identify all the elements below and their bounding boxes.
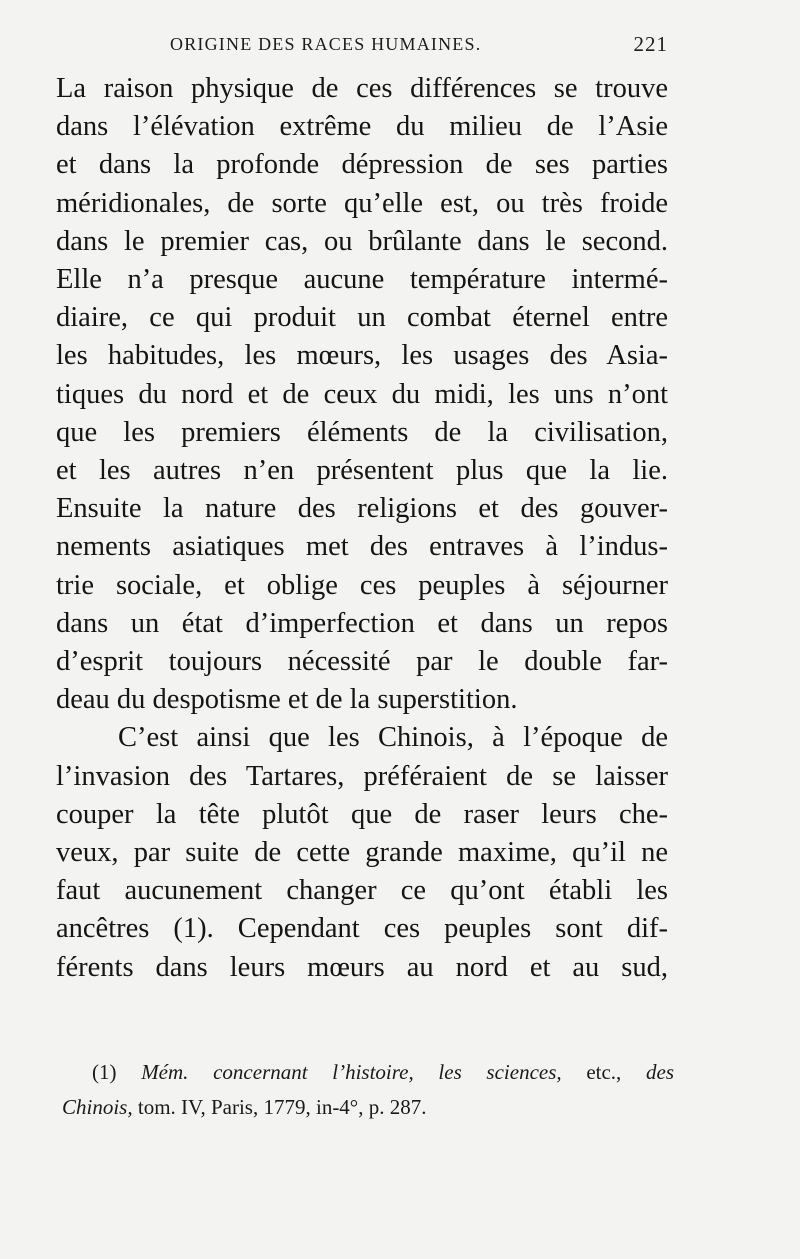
- running-head: [58, 30, 668, 60]
- text-line: d’esprit toujours nécessité par le double far-: [56, 646, 668, 678]
- text-line: couper la tête plutôt que de raser leurs che-: [56, 798, 668, 830]
- text-line: et dans la profonde dépression de ses parties: [56, 149, 668, 181]
- text-line: tiques du nord et de ceux du midi, les uns n’ont: [56, 378, 668, 410]
- text-line: dans un état d’imperfection et dans un repos: [56, 607, 668, 639]
- footnote-line: [62, 1090, 674, 1125]
- text-line: La raison physique de ces différences se trouve: [56, 73, 668, 104]
- text-line: dans l’élévation extrême du milieu de l’Asie: [56, 111, 668, 143]
- page-number: 221: [633, 32, 668, 56]
- footnote: [62, 1055, 674, 1125]
- text-line: Elle n’a presque aucune température intermé-: [56, 264, 668, 296]
- text-line: C’est ainsi que les Chinois, à l’époque de: [118, 722, 668, 754]
- text-line: ancêtres (1). Cependant ces peuples sont dif-: [56, 913, 668, 945]
- text-line: trie sociale, et oblige ces peuples à séjourner: [56, 569, 668, 601]
- text-line: que les premiers éléments de la civilisation,: [56, 416, 668, 448]
- text-line: nements asiatiques met des entraves à l’indus-: [56, 531, 668, 563]
- text-line: les habitudes, les mœurs, les usages des Asia-: [56, 340, 668, 372]
- footnote-citation: tom. IV, Paris, 1779, in-4°, p. 287.: [137, 1095, 427, 1119]
- footnote-italic-des: des: [646, 1060, 674, 1084]
- text-line: deau du despotisme et de la superstition.: [56, 684, 518, 716]
- footnote-marker: (1): [92, 1060, 117, 1084]
- footnote-italic-chinois: Chinois,: [62, 1095, 133, 1119]
- text-line: et les autres n’en présentent plus que la lie.: [56, 455, 668, 487]
- footnote-etc: etc.,: [586, 1060, 622, 1084]
- running-title: ORIGINE DES RACES HUMAINES.: [170, 34, 482, 54]
- footnote-line: [62, 1055, 674, 1090]
- text-line: l’invasion des Tartares, préféraient de se laisser: [56, 760, 668, 792]
- footnote-italic-title: Mém. concernant l’histoire, les sciences,: [141, 1060, 562, 1084]
- text-line: méridionales, de sorte qu’elle est, ou très froide: [56, 187, 668, 219]
- text-line: faut aucunement changer ce qu’ont établi les: [56, 875, 668, 907]
- text-line: férents dans leurs mœurs au nord et au sud,: [56, 951, 668, 983]
- body-text: [56, 70, 668, 987]
- text-line: diaire, ce qui produit un combat éternel entre: [56, 302, 668, 334]
- text-line: Ensuite la nature des religions et des gouver-: [56, 493, 668, 525]
- text-line: dans le premier cas, ou brûlante dans le second.: [56, 225, 668, 257]
- text-line: veux, par suite de cette grande maxime, qu’il ne: [56, 837, 668, 869]
